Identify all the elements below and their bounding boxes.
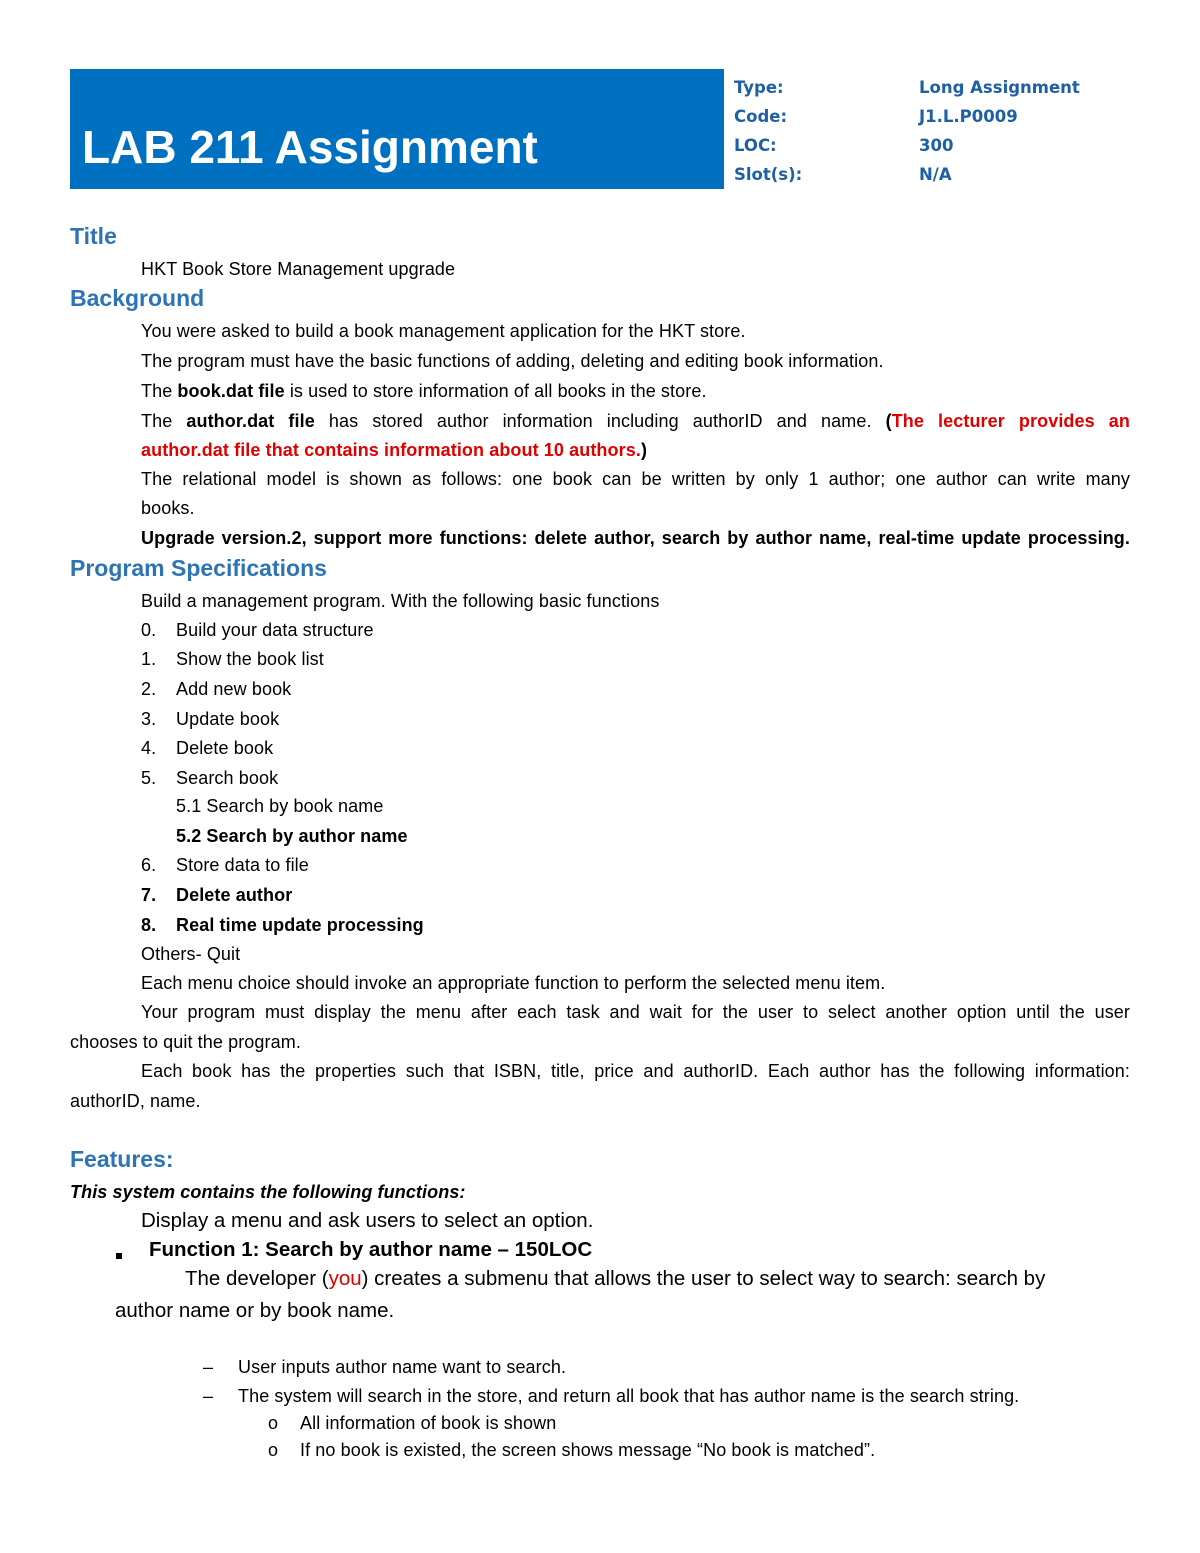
features-circle-2: If no book is existed, the screen shows message “No book is matched”. [300, 1440, 876, 1460]
specs-intro: Build a management program. With the following basic functions [141, 591, 660, 611]
specs-para-3b: authorID, name. [70, 1091, 201, 1111]
list-item: 6. Store data to file [141, 855, 309, 875]
list-item: 4. Delete book [141, 738, 274, 758]
meta-slot-value: N/A [919, 165, 952, 184]
page-title: LAB 211 Assignment [82, 121, 538, 173]
dash-bullet-icon: – [203, 1386, 214, 1406]
features-circle-1: All information of book is shown [300, 1413, 557, 1433]
specs-para-1: Each menu choice should invoke an appropriate function to perform the selected menu item. [141, 973, 886, 993]
list-item: 1. Show the book list [141, 649, 324, 669]
features-subtitle: This system contains the following functions: [70, 1182, 466, 1202]
meta-slot-label: Slot(s): [734, 165, 803, 184]
list-item: 0. Build your data structure [141, 620, 374, 640]
background-line-1: You were asked to build a book management application for the HKT store. [141, 321, 746, 341]
background-line-4: The author.dat file has stored author information including authorID and name. (The lecturer provides an [141, 411, 1130, 431]
background-line-6: The relational model is shown as follows: one book can be written by only 1 author; one author can write many [141, 469, 1130, 489]
meta-type-label: Type: [734, 78, 784, 97]
list-item: 2. Add new book [141, 679, 292, 699]
heading-background: Background [70, 285, 205, 311]
features-developer-line-2: author name or by book name. [115, 1299, 395, 1322]
specs-para-3a: Each book has the properties such that ISBN, title, price and authorID. Each author has the following information: [141, 1061, 1130, 1081]
sub-item-search-book-name: 5.1 Search by book name [176, 796, 384, 816]
list-item: 7. Delete author [141, 885, 293, 905]
meta-loc-label: LOC: [734, 136, 777, 155]
circle-bullet-icon: o [268, 1413, 279, 1433]
list-item: 5. Search book [141, 768, 279, 788]
features-dash-1: User inputs author name want to search. [238, 1357, 567, 1377]
background-line-5: author.dat file that contains information about 10 authors.) [141, 440, 648, 460]
meta-loc-value: 300 [919, 136, 954, 155]
background-line-2: The program must have the basic functions of adding, deleting and editing book information. [141, 351, 884, 371]
heading-title: Title [70, 223, 117, 249]
background-line-3: The book.dat file is used to store information of all books in the store. [141, 381, 707, 401]
list-item: 8. Real time update processing [141, 915, 424, 935]
heading-program-specifications: Program Specifications [70, 555, 327, 581]
meta-code-value: J1.L.P0009 [919, 107, 1018, 126]
background-upgrade-note: Upgrade version.2, support more functions: delete author, search by author name, real-time update processing. [141, 528, 1130, 548]
specs-others: Others- Quit [141, 944, 241, 964]
list-item: 3. Update book [141, 709, 280, 729]
specs-para-2a: Your program must display the menu after each task and wait for the user to select another option until the user [141, 1002, 1130, 1022]
circle-bullet-icon: o [268, 1440, 279, 1460]
background-line-7: books. [141, 498, 195, 518]
features-dash-2: The system will search in the store, and return all book that has author name is the search string. [238, 1386, 1020, 1406]
features-display-menu: Display a menu and ask users to select an option. [141, 1209, 594, 1232]
features-developer-line: The developer (you) creates a submenu that allows the user to select way to search: search by [185, 1267, 1046, 1290]
title-text: HKT Book Store Management upgrade [141, 259, 456, 279]
heading-features: Features: [70, 1146, 174, 1172]
dash-bullet-icon: – [203, 1357, 214, 1377]
meta-type-value: Long Assignment [919, 78, 1080, 97]
sub-item-search-author-name: 5.2 Search by author name [176, 826, 408, 846]
meta-code-label: Code: [734, 107, 788, 126]
features-function-1: Function 1: Search by author name – 150LOC [149, 1238, 593, 1261]
square-bullet-icon [116, 1246, 122, 1264]
specs-para-2b: chooses to quit the program. [70, 1032, 301, 1052]
